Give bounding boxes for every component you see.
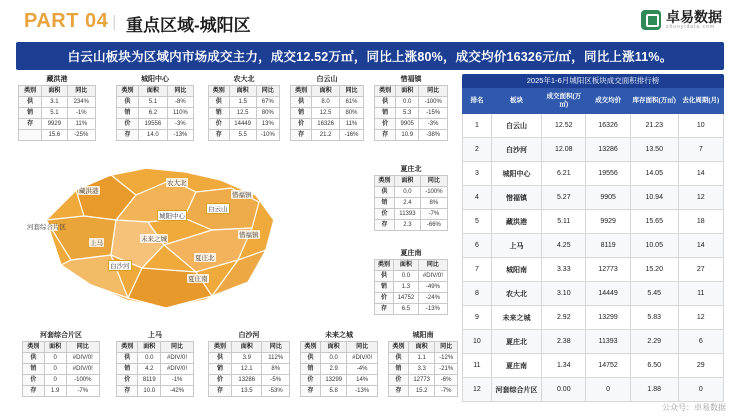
map-label: 河套综合片区	[27, 224, 66, 231]
col-head: 同比	[161, 342, 194, 353]
table-row: 4 惜福镇 5.27 9905 10.94 12	[463, 186, 724, 210]
table-row: 存 1.9 -7%	[23, 386, 100, 397]
map-label: 农大北	[167, 180, 187, 187]
table-row: 12 河套综合片区 0.00 0 1.88 0	[463, 378, 724, 402]
table-row: 存 6.5 -13%	[375, 304, 448, 315]
table-row: 存 9929 11%	[19, 119, 96, 130]
brand-logo	[641, 10, 722, 30]
watermark: 公众号：卓易数据	[662, 403, 726, 412]
mini-table-xiazhuangbei	[374, 164, 448, 231]
table-row: 销 2.9 -4%	[301, 364, 378, 375]
table-row: 8 农大北 3.10 14449 5.45 11	[463, 282, 724, 306]
table-row: 销 0 #DIV/0!	[23, 364, 100, 375]
table-row: 销 12.1 8%	[209, 364, 290, 375]
table-row: 存 10.9 -38%	[375, 130, 448, 141]
col-head: 面积	[409, 342, 435, 353]
map-label: 惜福镇	[232, 192, 252, 199]
map-label: 夏庄南	[188, 276, 208, 283]
table-row: 价 0 -100%	[23, 375, 100, 386]
table-row: 9 未来之城 2.92 13299 5.83 12	[463, 306, 724, 330]
col-head: 类别	[375, 86, 396, 97]
col-head-block: 板块	[491, 89, 541, 114]
col-head: 同比	[339, 86, 363, 97]
table-row: 供 3.9 112%	[209, 353, 290, 364]
map-label: 城阳中心	[157, 210, 187, 221]
col-head: 类别	[209, 342, 232, 353]
logo-sub-text: zhuoyidata.com	[666, 24, 716, 30]
mini-table-caption: 惜福镇	[400, 76, 422, 83]
table-row: 存 13.5 -53%	[209, 386, 290, 397]
table-row: 销 3.3 -21%	[389, 364, 458, 375]
table-row: 供 0.0 -100%	[375, 97, 448, 108]
mini-table-caption: 河套综合片区	[40, 332, 82, 339]
col-head: 类别	[291, 86, 312, 97]
col-head: 类别	[375, 260, 394, 271]
col-head: 同比	[435, 342, 458, 353]
col-head: 类别	[19, 86, 42, 97]
col-head-cycle: 去化周期(月)	[678, 89, 723, 114]
table-row: 销 12.5 80%	[209, 108, 280, 119]
col-head: 面积	[321, 342, 347, 353]
table-row: 存 15.2 -7%	[389, 386, 458, 397]
mini-table-caption: 城阳南	[412, 332, 434, 339]
table-row: 15.6 -25%	[19, 130, 96, 141]
table-row: 价 8119 -1%	[117, 375, 194, 386]
mini-table-caption: 白云山	[316, 76, 338, 83]
table-row: 存 5.8 -13%	[301, 386, 378, 397]
table-row: 供 0.0 #DIV/0!	[375, 271, 448, 282]
map-label: 上马	[90, 240, 103, 247]
table-row: 5 藏洪港 5.11 9929 15.65 18	[463, 210, 724, 234]
table-row: 存 5.5 -10%	[209, 130, 280, 141]
rank-header-row	[463, 89, 724, 114]
map-label: 白沙河	[108, 260, 132, 271]
table-row: 销 2.4 8%	[375, 198, 448, 209]
map-shape	[16, 150, 346, 330]
col-head: 同比	[262, 342, 290, 353]
table-row: 11 夏庄南 1.34 14752 6.50 29	[463, 354, 724, 378]
col-head: 面积	[395, 176, 421, 187]
table-row: 价 13286 -5%	[209, 375, 290, 386]
col-head: 同比	[256, 86, 279, 97]
map-label: 夏庄北	[195, 255, 215, 262]
col-head: 同比	[420, 176, 447, 187]
col-head: 同比	[67, 86, 95, 97]
map-label: 藏洪港	[79, 188, 99, 195]
mini-table-nongdabei	[208, 74, 280, 141]
mini-table-caption: 夏庄南	[400, 250, 422, 257]
col-head: 类别	[375, 176, 395, 187]
mini-table-weilaizhicheng	[300, 330, 378, 397]
col-head: 同比	[419, 86, 448, 97]
slide-header	[0, 0, 740, 40]
col-head: 同比	[347, 342, 378, 353]
table-row: 存 2.3 -66%	[375, 220, 448, 231]
table-row: 存 21.2 -16%	[291, 130, 364, 141]
mini-table-chengyangzhongxin	[116, 74, 194, 141]
table-row: 7 城阳南 3.33 12773 15.20 27	[463, 258, 724, 282]
col-head-stock: 库存面积(万㎡)	[630, 89, 678, 114]
table-row: 价 19556 -3%	[117, 119, 194, 130]
col-head: 面积	[42, 86, 67, 97]
mini-table-xingzhen	[374, 74, 448, 141]
table-row: 价 14449 13%	[209, 119, 280, 130]
table-row: 销 5.3 -15%	[375, 108, 448, 119]
mini-table-caption: 藏洪港	[46, 76, 68, 83]
col-head: 类别	[389, 342, 409, 353]
col-head-area: 成交面积(万㎡)	[542, 89, 586, 114]
mini-table-zhenhonggang	[18, 74, 96, 141]
mini-table-hemeizonghe	[22, 330, 100, 397]
ranking-title: 2025年1-6月城阳区板块成交面积排行榜	[462, 74, 724, 88]
col-head: 面积	[138, 86, 167, 97]
mini-table-caption: 农大北	[233, 76, 255, 83]
mini-table-caption: 夏庄北	[400, 166, 422, 173]
col-head: 类别	[209, 86, 230, 97]
mini-table-caption: 白沙河	[238, 332, 260, 339]
table-row: 供 1.5 67%	[209, 97, 280, 108]
col-head: 面积	[396, 86, 419, 97]
table-row: 价 12773 -6%	[389, 375, 458, 386]
col-head: 同比	[167, 86, 193, 97]
table-row: 6 上马 4.25 8119 10.05 14	[463, 234, 724, 258]
table-row: 供 0 #DIV/0!	[23, 353, 100, 364]
col-head: 面积	[44, 342, 66, 353]
table-row: 价 13299 14%	[301, 375, 378, 386]
col-head: 类别	[117, 342, 138, 353]
map-label: 白云山	[206, 203, 230, 214]
col-head: 面积	[229, 86, 256, 97]
part-number: PART 04	[24, 10, 109, 32]
col-head: 同比	[66, 342, 99, 353]
table-row: 销 1.3 -49%	[375, 282, 448, 293]
logo-main-text: 卓易数据	[666, 9, 722, 25]
table-row: 1 白云山 12.52 16326 21.23 10	[463, 114, 724, 138]
mini-table-chengyangnan	[388, 330, 458, 397]
table-row: 存 10.0 -42%	[117, 386, 194, 397]
table-row: 2 白沙河 12.08 13286 13.50 7	[463, 138, 724, 162]
mini-table-caption: 城阳中心	[141, 76, 169, 83]
mini-table-baishahe	[208, 330, 290, 397]
table-row: 价 9905 -3%	[375, 119, 448, 130]
col-head: 类别	[23, 342, 45, 353]
mini-table-baiyunshan	[290, 74, 364, 141]
page-title: 重点区域-城阳区	[126, 16, 251, 35]
table-row: 价 14752 -24%	[375, 293, 448, 304]
table-row: 销 5.1 -1%	[19, 108, 96, 119]
col-head: 面积	[138, 342, 161, 353]
table-row: 供 3.1 234%	[19, 97, 96, 108]
header-separator: |	[112, 12, 117, 31]
table-row: 供 8.0 61%	[291, 97, 364, 108]
col-head: 类别	[301, 342, 321, 353]
table-row: 供 0.0 #DIV/0!	[117, 353, 194, 364]
col-head-rank: 排名	[463, 89, 492, 114]
mini-table-xiazhuangnan	[374, 248, 448, 315]
table-row: 供 0.0 -100%	[375, 187, 448, 198]
table-row: 销 12.5 80%	[291, 108, 364, 119]
summary-banner: 白云山板块为区域内市场成交主力，成交12.52万㎡，同比上涨80%，成交均价16326元/㎡，同比上涨11%。	[16, 42, 724, 70]
col-head: 面积	[393, 260, 418, 271]
table-row: 供 0.0 #DIV/0!	[301, 353, 378, 364]
table-row: 10 夏庄北 2.38 11393 2.29 6	[463, 330, 724, 354]
map-label: 惜福镇	[239, 232, 259, 239]
col-head: 类别	[117, 86, 139, 97]
table-row: 销 6.2 110%	[117, 108, 194, 119]
mini-table-caption: 未来之城	[325, 332, 353, 339]
table-row: 供 5.1 -8%	[117, 97, 194, 108]
table-row: 销 4.2 #DIV/0!	[117, 364, 194, 375]
table-row: 供 1.1 -12%	[389, 353, 458, 364]
map-label: 未来之城	[141, 236, 167, 243]
district-map	[16, 150, 346, 330]
col-head: 面积	[312, 86, 340, 97]
mini-table-caption: 上马	[148, 332, 162, 339]
col-head: 同比	[418, 260, 447, 271]
table-row: 价 16326 11%	[291, 119, 364, 130]
ranking-table	[462, 74, 724, 402]
col-head-price: 成交均价	[586, 89, 630, 114]
table-row: 3 城阳中心 6.21 19556 14.05 14	[463, 162, 724, 186]
logo-mark-icon	[641, 10, 661, 30]
table-row: 存 14.0 -13%	[117, 130, 194, 141]
col-head: 面积	[232, 342, 262, 353]
table-row: 价 11393 -7%	[375, 209, 448, 220]
mini-table-shangma	[116, 330, 194, 397]
